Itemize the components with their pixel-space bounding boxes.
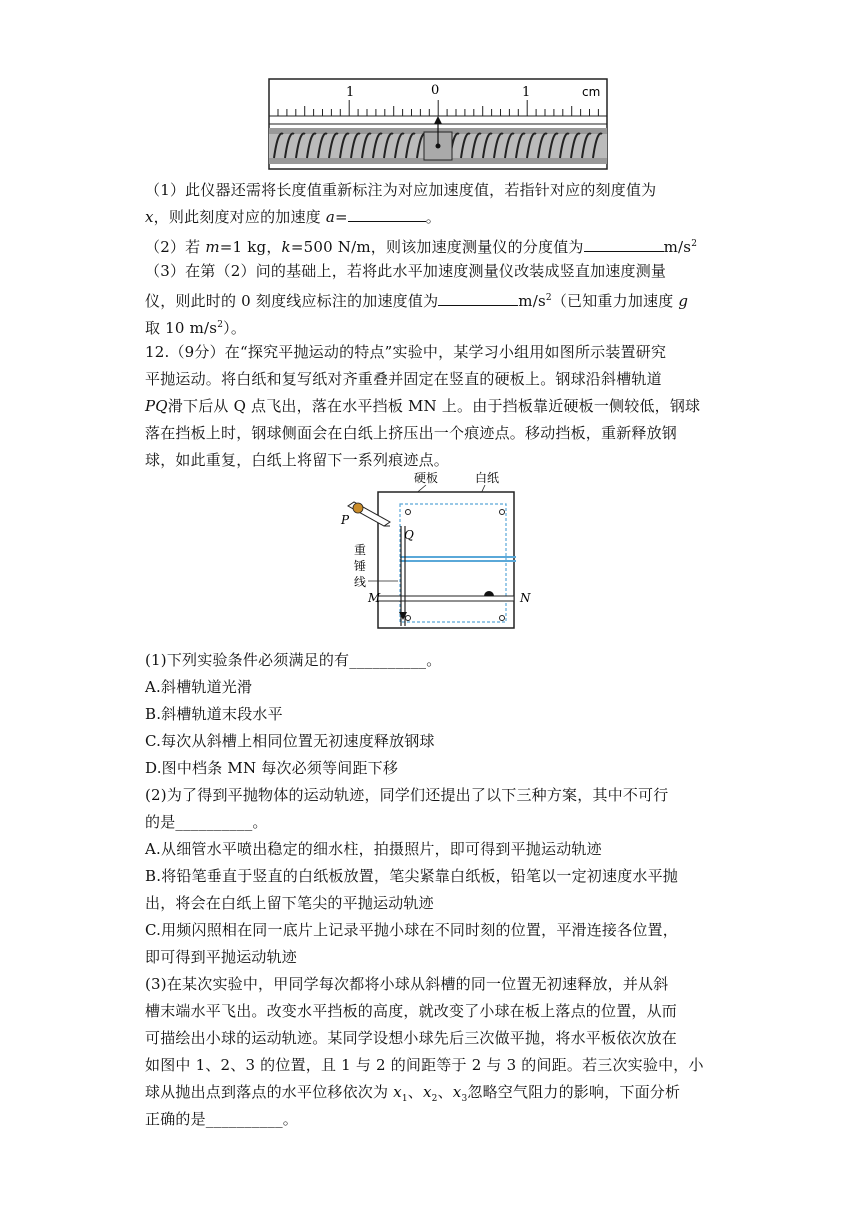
label-board: 硬板 [414, 471, 439, 485]
answer-blank[interactable] [348, 207, 426, 222]
q12-intro-line5: 球，如此重复，白纸上将留下一系列痕迹点。 [145, 451, 450, 469]
q12-sub2-question-line2: 的是__________。 [145, 813, 268, 831]
q12-sub1-option-d: D.图中档条 MN 每次必须等间距下移 [145, 759, 399, 777]
tick-label-zero: 0 [431, 83, 440, 98]
unit-label: cm [582, 85, 601, 99]
q12-intro-line1: 12.（9分）在“探究平抛运动的特点”实验中，某学习小组用如图所示装置研究 [145, 343, 667, 361]
q11-part3-line2: 仪，则此时的 0 刻度线应标注的加速度值为 $m/s^2$（已知重力加速度 g [145, 292, 689, 310]
q12-sub1-question: (1)下列实验条件必须满足的有__________。 [145, 651, 442, 669]
label-paper: 白纸 [475, 471, 500, 485]
q12-sub2-option-b-line2: 出，将会在白纸上留下笔尖的平抛运动轨迹 [145, 894, 434, 912]
label-plumb-3: 线 [354, 575, 367, 589]
q12-sub2-option-c-line2: 即可得到平抛运动轨迹 [145, 948, 298, 966]
q12-sub1-option-c: C.每次从斜槽上相同位置无初速度释放钢球 [145, 732, 435, 750]
label-q: Q [404, 528, 414, 542]
q12-sub1-option-b: B.斜槽轨道末段水平 [145, 705, 283, 723]
q12-intro-line3: PQ滑下后从 Q 点飞出，落在水平挡板 MN 上。由于挡板靠近硬板一侧较低，钢球 [145, 397, 701, 415]
accelerometer-figure [268, 78, 608, 170]
tick-label-right: 1 [522, 85, 531, 100]
q11-part3-line1: （3）在第（2）问的基础上，若将此水平加速度测量仪改装成竖直加速度测量 [145, 262, 667, 280]
tick-label-left: 1 [346, 85, 355, 100]
q12-sub3-line6: 正确的是__________。 [145, 1110, 299, 1128]
q11-part1-line1: （1）此仪器还需将长度值重新标注为对应加速度值，若指针对应的刻度值为 [145, 181, 657, 199]
answer-blank[interactable] [438, 291, 518, 306]
q12-sub2-question-line1: (2)为了得到平抛物体的运动轨迹，同学们还提出了以下三种方案，其中不可行 [145, 786, 669, 804]
q12-sub3-line5: 球从抛出点到落点的水平位移依次为 $x_1$、$x_2$、$x_3$忽略空气阻力的影响，下面分析 [145, 1083, 681, 1104]
q11-part1-line2: x，则此刻度对应的加速度 a= 。 [145, 208, 441, 226]
q12-sub2-option-a: A.从细管水平喷出稳定的细水柱，拍摄照片，即可得到平抛运动轨迹 [145, 840, 602, 858]
answer-blank[interactable] [584, 237, 664, 252]
q11-part2-line: （2）若 m=1 kg，k=500 N/m，则该加速度测量仪的分度值为 $m/s^2$ [145, 238, 698, 256]
label-plumb-1: 重 [354, 543, 367, 557]
q12-sub1-option-a: A.斜槽轨道光滑 [145, 678, 253, 696]
q12-sub2-option-b-line1: B.将铅笔垂直于竖直的白纸板放置，笔尖紧靠白纸板，铅笔以一定初速度水平抛 [145, 867, 678, 885]
q12-sub3-line4: 如图中 1、2、3 的位置，且 1 与 2 的间距等于 2 与 3 的间距。若三次实验中，小 [145, 1056, 704, 1074]
label-n: N [520, 591, 531, 605]
label-p: P [341, 513, 350, 527]
q12-sub2-option-c-line1: C.用频闪照相在同一底片上记录平抛小球在不同时刻的位置，平滑连接各位置， [145, 921, 678, 939]
q12-sub3-line2: 槽末端水平飞出。改变水平挡板的高度，就改变了小球在板上落点的位置，从而 [145, 1002, 678, 1020]
q12-intro-line4: 落在挡板上时，钢球侧面会在白纸上挤压出一个痕迹点。移动挡板，重新释放钢 [145, 424, 678, 442]
apparatus-figure [338, 468, 538, 640]
q12-sub3-line1: (3)在某次实验中，甲同学每次都将小球从斜槽的同一位置无初速释放，并从斜 [145, 975, 669, 993]
label-m: M [368, 591, 381, 605]
label-plumb-2: 锤 [354, 559, 367, 573]
q11-part3-line3: 取 10 $m/s^2$）。 [145, 319, 247, 337]
q12-intro-line2: 平抛运动。将白纸和复写纸对齐重叠并固定在竖直的硬板上。钢球沿斜槽轨道 [145, 370, 662, 388]
q12-sub3-line3: 可描绘出小球的运动轨迹。某同学设想小球先后三次做平抛，将水平板依次放在 [145, 1029, 678, 1047]
